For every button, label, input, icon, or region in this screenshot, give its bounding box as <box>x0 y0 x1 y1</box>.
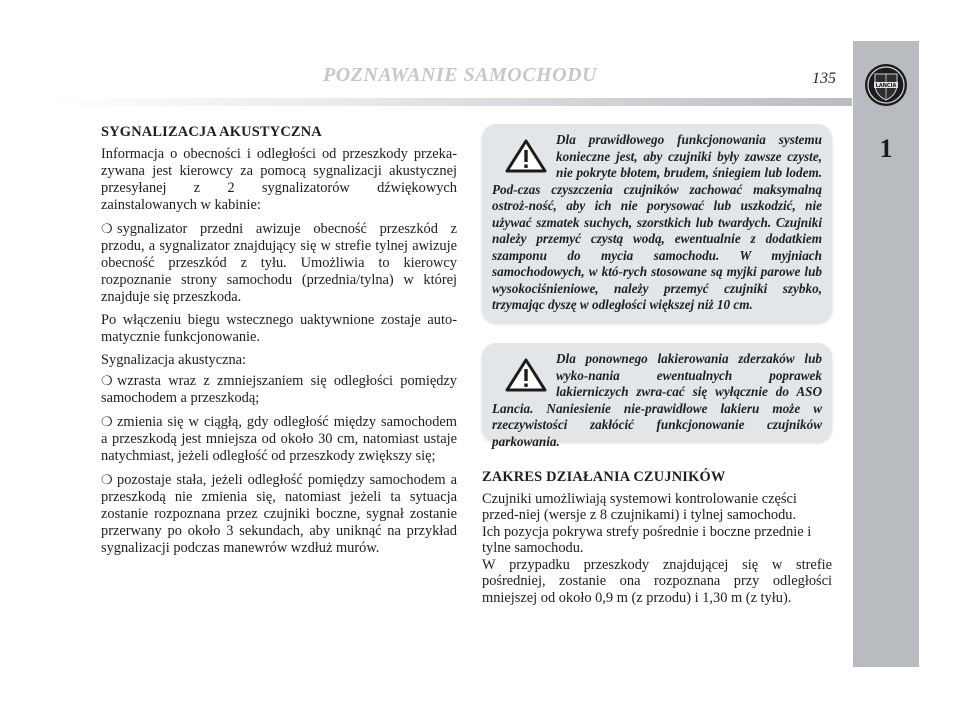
reverse-gear-paragraph: Po włączeniu biegu wstecznego uaktywnione zostaje auto-matycznie funkcjonowanie. <box>101 312 457 345</box>
bullet-text: wzrasta wraz z zmniejszaniem się odległości pomiędzy samochodem a przeszkodą; <box>101 373 457 406</box>
range-paragraph: W przypadku przeszkody znajdującej się w strefie pośredniej, zostanie ona rozpoznana przy odległości mniejszej od około 0,9 m (z przodu) i 1,30 m (z tyłu). <box>482 556 832 606</box>
bullet-circle-icon: ❍ <box>101 472 113 487</box>
list-item <box>101 471 457 557</box>
logo-text: LANCIA <box>875 83 897 89</box>
intro-paragraph: Informacja o obecności i odległości od przeszkody przeka-zywana jest kierowcy za pomocą sygnalizacji akustycznej przesyłanej z 2 sygnalizatorów dźwiękowych zainstalowanych w kabinie: <box>101 146 457 213</box>
bullet-text: sygnalizator przedni awizuje obecność przeszkód z przodu, a sygnalizator znajdujący się w strefie tylnej awizuje obecność przeszkód z tyłu. Umożliwia to kierowcy rozpoznanie strony samochodu (przednia/tylna) w której znajduje się przeszkoda. <box>101 221 457 305</box>
section-heading-range: ZAKRES DZIAŁANIA CZUJNIKÓW <box>482 469 726 485</box>
warning-box-painting <box>482 343 832 449</box>
lancia-shield-icon <box>863 62 909 108</box>
list-item <box>101 372 457 407</box>
warning-triangle-icon <box>504 357 548 393</box>
list-item <box>101 413 457 465</box>
bullet-text: zmienia się w ciągłą, gdy odległość między samochodem a przeszkodą jest mniejsza od około 30 cm, natomiast ustaje natychmiast, jeżeli odległość od przeszkody zwiększy się; <box>101 414 457 464</box>
bullet-circle-icon: ❍ <box>101 373 113 388</box>
bullet-circle-icon: ❍ <box>101 221 113 236</box>
range-paragraph: Ich pozycja pokrywa strefy pośrednie i boczne przednie i tylne samochodu. <box>482 523 812 556</box>
warning-triangle-icon <box>504 138 548 174</box>
right-column <box>482 469 832 606</box>
chapter-number: 1 <box>879 134 893 163</box>
bullet-text: pozostaje stała, jeżeli odległość pomiędzy samochodem a przeszkodą nie zmienia się, natomiast jeżeli ta sytuacja zostanie rozpoznana przez czujniki boczne, sygnał zostanie przerwany po około 3 sekundach, aby uniknąć na przykład sygnalizacji podczas manewrów wzdłuż murów. <box>101 472 457 556</box>
warning-text: Dla ponownego lakierowania zderzaków lub wyko-nania ewentualnych poprawek lakierniczych zwra-cać się wyłącznie do ASO Lancia. Naniesienie nie-prawidłowe lakieru może w rzeczywistości zakłócić funkcjonowanie czujników parkowania. <box>492 351 822 449</box>
warning-box-cleaning <box>482 124 832 322</box>
page-number: 135 <box>812 70 836 87</box>
left-column <box>101 124 457 563</box>
list-item <box>101 220 457 306</box>
running-header-title: POZNAWANIE SAMOCHODU <box>323 64 597 86</box>
section-heading-acoustic: SYGNALIZACJA AKUSTYCZNA <box>101 124 322 140</box>
range-paragraph: Czujniki umożliwiają systemowi kontrolowanie części przed-niej (wersje z 8 czujnikami) i tylnej samochodu. <box>482 490 797 523</box>
signal-label: Sygnalizacja akustyczna: <box>101 352 247 368</box>
warning-text: Dla prawidłowego funkcjonowania systemu konieczne jest, aby czujniki były zawsze czyste, nie pokryte błotem, brudem, śniegiem lub lodem. Pod-czas czyszczenia czujników zachować maksymalną ostroż-ność, aby ich nie porysować lub uszkodzić, nie używać szmatek suchych, szorstkich lub twardych. Czujniki należy przemyć czystą wodą, ewentualnie z dodatkiem szamponu do mycia samochodu. W myjniach samochodowych, w któ-rych stosowane są myjki parowe lub wysokociśnieniowe, należy przemyć czujniki szybko, trzymając dyszę w odległości większej niż 10 cm. <box>492 132 822 312</box>
bullet-circle-icon: ❍ <box>101 414 113 429</box>
header-divider <box>46 98 852 106</box>
